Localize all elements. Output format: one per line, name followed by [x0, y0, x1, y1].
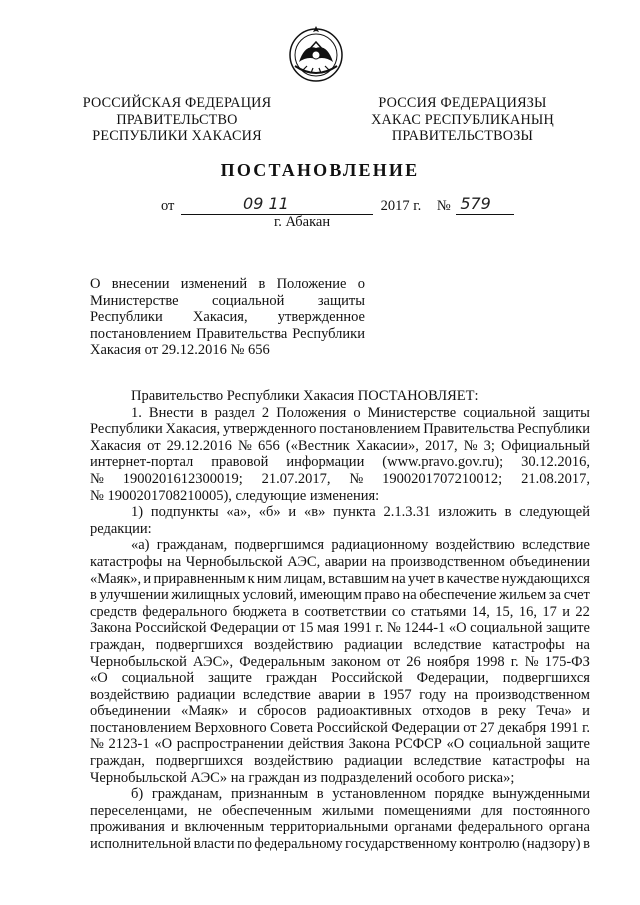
word: соответствии — [304, 603, 387, 620]
word: вставшим — [328, 570, 390, 587]
word: Хакасия, — [192, 309, 248, 326]
word: РСФСР — [394, 736, 442, 753]
word: граждан — [265, 670, 318, 687]
word: производственном — [390, 553, 505, 570]
word: 14, — [471, 603, 490, 620]
word: граждан, — [90, 753, 145, 770]
body-line — [90, 604, 590, 621]
word: радиоактивных — [316, 703, 412, 720]
word: на — [575, 753, 590, 770]
word: защиты — [542, 404, 590, 421]
header-left-line: ПРАВИТЕЛЬСТВО — [116, 111, 238, 128]
word: 1. — [131, 404, 142, 421]
word: Федеральным — [239, 653, 326, 670]
header-right-line: РОССИЯ ФЕДЕРАЦИЯЗЫ — [378, 95, 547, 111]
date-field — [181, 194, 373, 215]
header-left-line: РЕСПУБЛИКИ ХАКАСИЯ — [92, 128, 262, 144]
word: нуждающихся — [501, 570, 590, 587]
word: о — [357, 276, 365, 292]
word: Республики — [517, 421, 590, 438]
word: аварии — [318, 686, 361, 703]
subject-line — [90, 326, 365, 343]
word: «О — [154, 736, 173, 753]
date-number-line — [161, 194, 514, 215]
word: на — [391, 570, 406, 587]
word: «О — [446, 736, 465, 753]
word: 2123-1 — [108, 736, 150, 753]
word: внесении — [111, 276, 170, 292]
word: обеспеченным — [222, 802, 312, 819]
word: «б» — [258, 504, 281, 521]
word: № — [524, 653, 539, 670]
word: постановлением — [319, 421, 421, 438]
body-line: Чернобыльской АЭС» на граждан из подразделений особого риска»; — [90, 769, 515, 786]
subject-line — [90, 293, 365, 310]
word: б) — [131, 786, 144, 803]
word: 17 — [542, 603, 557, 620]
word: на — [575, 636, 590, 653]
document-body — [90, 388, 590, 853]
word: правовой — [211, 454, 269, 471]
word: в — [292, 603, 300, 620]
word: Министерстве — [90, 292, 179, 309]
word: граждан, — [90, 636, 145, 653]
word: Российской — [316, 719, 388, 736]
word: 2.1.3.31 — [383, 504, 431, 521]
word: гражданам, — [151, 786, 223, 803]
word: 30.12.2016, — [521, 454, 590, 471]
number-field — [456, 194, 514, 215]
word: о — [353, 404, 361, 421]
word: Федерации — [210, 620, 279, 637]
word: 1998 — [475, 653, 505, 670]
word: в — [437, 570, 445, 587]
word: признанным — [230, 786, 309, 803]
word: действия — [288, 736, 344, 753]
word: в — [200, 404, 208, 421]
word: улучшении — [99, 587, 169, 604]
word: приравненным — [153, 570, 246, 587]
body-line — [90, 504, 590, 521]
word: пункта — [333, 504, 376, 521]
word: федерального — [142, 603, 228, 620]
word: Министерстве — [367, 404, 457, 421]
document-subject — [90, 276, 365, 359]
word: АЭС, — [287, 553, 321, 570]
word: в — [504, 504, 512, 521]
word: г. — [375, 620, 384, 637]
word: обеспечение — [419, 587, 497, 604]
word: государственному — [345, 836, 457, 853]
word: реку — [498, 703, 527, 720]
word: (www.pravo.gov.ru); — [382, 454, 504, 471]
word: жильем — [499, 587, 547, 604]
word: Чернобыльской — [185, 553, 283, 570]
word: защите — [546, 736, 590, 753]
word: не — [197, 802, 212, 819]
header-right-block — [355, 95, 570, 145]
word: федерального — [458, 819, 543, 836]
word: вследствие — [522, 537, 590, 554]
word: 1) — [131, 504, 144, 521]
word: учет — [407, 570, 436, 587]
word: воздействию — [435, 537, 515, 554]
body-line — [90, 703, 590, 720]
body-line: № 1900201708210005), следующие изменения: — [90, 487, 380, 504]
word: гражданам, — [156, 537, 228, 554]
word: воздействию — [253, 753, 334, 770]
word: по — [236, 836, 252, 853]
word: и — [562, 603, 570, 620]
word: на — [167, 553, 182, 570]
word: контролю — [459, 836, 520, 853]
word: Хакасии», — [355, 437, 419, 454]
word: распространении — [176, 736, 284, 753]
word: «а) — [131, 537, 150, 554]
word: «О — [90, 670, 108, 687]
word: переселенцами, — [90, 802, 188, 819]
word: Совета — [270, 719, 314, 736]
word: Положение — [276, 276, 347, 292]
word: условий, — [242, 587, 297, 604]
word: Республики — [90, 421, 163, 438]
word: от — [282, 620, 296, 637]
word: и — [582, 703, 590, 720]
word: Положения — [276, 404, 347, 421]
word: социальной — [468, 736, 542, 753]
subject-line — [90, 276, 365, 293]
word: Российской — [135, 620, 207, 637]
word: качестве — [446, 570, 500, 587]
header-left-line: РОССИЙСКАЯ ФЕДЕРАЦИЯ — [82, 95, 272, 111]
word: изменений — [180, 276, 248, 292]
word: году — [419, 686, 447, 703]
word: подвергшимся — [234, 537, 325, 554]
word: в — [481, 703, 488, 720]
word: для — [481, 802, 503, 819]
body-line — [90, 554, 590, 571]
word: имеющим — [299, 587, 362, 604]
word: Федерации, — [416, 670, 489, 687]
word: Теча» — [536, 703, 572, 720]
word: на — [402, 587, 417, 604]
word: вследствие — [413, 753, 482, 770]
subject-line — [90, 309, 365, 326]
word: постановлением — [90, 719, 192, 736]
body-line — [90, 637, 590, 654]
word: 21.08.2017, — [521, 470, 590, 487]
body-line — [90, 438, 590, 455]
word: радиационному — [331, 537, 429, 554]
word: 3; — [483, 437, 495, 454]
word: вследствие — [242, 686, 311, 703]
city-label: г. Абакан — [274, 214, 331, 230]
coat-of-arms-emblem — [285, 22, 347, 84]
word: изложить — [438, 504, 497, 521]
word: мая — [317, 620, 340, 637]
word: в — [316, 786, 324, 803]
word: 22 — [575, 603, 590, 620]
body-line — [90, 786, 590, 803]
word: № — [386, 620, 401, 637]
word: радиации — [344, 753, 403, 770]
word: 21.07.2017, — [261, 470, 331, 487]
word: сбросов — [257, 703, 307, 720]
word: 656 — [257, 437, 280, 454]
word: Правительства — [423, 421, 515, 438]
word: раздел — [214, 404, 255, 421]
word: на — [371, 553, 386, 570]
body-line — [90, 571, 590, 588]
word: установленном — [332, 786, 426, 803]
body-line — [90, 537, 590, 554]
word: законом — [331, 653, 381, 670]
date-prefix: от — [161, 198, 175, 214]
header-right-line: ХАКАС РЕСПУБЛИКАНЫҢ — [371, 111, 554, 128]
word: в — [583, 836, 590, 853]
word: «в» — [303, 504, 326, 521]
word: Официальный — [501, 437, 590, 454]
number-handwritten: 579 — [460, 194, 491, 213]
word: защиты — [317, 292, 365, 309]
word: защите — [546, 620, 590, 637]
word: декабря — [497, 719, 547, 736]
body-line — [90, 803, 590, 820]
word: О — [90, 276, 101, 292]
word: утвержденного — [222, 421, 317, 438]
word: включенным — [184, 819, 265, 836]
word: Федерации — [391, 719, 460, 736]
word: «О — [448, 620, 467, 637]
word: власти — [193, 836, 235, 853]
word: от — [463, 719, 477, 736]
word: «а», — [226, 504, 251, 521]
word: подвергшихся — [502, 670, 590, 687]
word: № — [463, 437, 478, 454]
word: жилищных — [171, 587, 241, 604]
body-line — [90, 836, 590, 853]
word: № — [90, 736, 104, 753]
word: к — [247, 570, 255, 587]
word: за — [548, 587, 562, 604]
word: от — [147, 437, 161, 454]
body-line — [90, 687, 590, 704]
word: средств — [90, 603, 137, 620]
word: аварии — [324, 553, 368, 570]
word: Внести — [148, 404, 194, 421]
body-line — [90, 405, 590, 422]
word: воздействию — [90, 686, 170, 703]
body-line — [90, 421, 590, 438]
word: Российской — [331, 670, 403, 687]
word: в — [368, 686, 376, 703]
word: 16, — [518, 603, 537, 620]
word: в — [90, 587, 97, 604]
date-year: 2017 г. — [380, 198, 422, 214]
word: подвергшихся — [155, 753, 244, 770]
word: 1957 — [382, 686, 412, 703]
word: Правительства — [196, 325, 288, 342]
word: Республики — [292, 325, 365, 342]
word: «Маяк» — [181, 703, 229, 720]
word: органами — [394, 819, 453, 836]
word: 26 — [406, 653, 421, 670]
word: проживания — [90, 819, 165, 836]
word: радиации — [344, 636, 403, 653]
word: и — [288, 504, 297, 521]
body-line — [90, 819, 590, 836]
word: 2017, — [424, 437, 458, 454]
word: постановлением — [90, 325, 192, 342]
word: право — [364, 587, 400, 604]
body-line: редакции: — [90, 520, 152, 537]
word: объединении — [90, 703, 171, 720]
word: лицам, — [283, 570, 326, 587]
word: защите — [208, 670, 252, 687]
word: 1244-1 — [404, 620, 446, 637]
body-line — [90, 720, 590, 737]
body-line — [90, 471, 590, 488]
word: Верховного — [194, 719, 267, 736]
word: интернет-портал — [90, 454, 194, 471]
word: в — [258, 276, 266, 292]
word: федеральному — [254, 836, 343, 853]
word: постоянного — [512, 802, 590, 819]
word: Республики — [90, 309, 163, 326]
word: отходов — [422, 703, 471, 720]
word: органа — [548, 819, 590, 836]
word: производственном — [475, 686, 590, 703]
word: («Вестник — [285, 437, 350, 454]
word: Закона — [90, 620, 132, 637]
word: ним — [256, 570, 282, 587]
word: воздействию — [253, 636, 334, 653]
word: и — [143, 570, 152, 587]
word: 1991 — [342, 620, 372, 637]
word: радиации — [176, 686, 236, 703]
number-sign: № — [436, 198, 451, 214]
word: от — [386, 653, 401, 670]
word: 15 — [299, 620, 314, 637]
word: № — [349, 470, 364, 487]
word: бюджета — [232, 603, 287, 620]
word: 1900201612300019; — [122, 470, 243, 487]
header-right-line: ПРАВИТЕЛЬСТВОЗЫ — [391, 128, 534, 144]
date-handwritten: 09 11 — [243, 194, 289, 213]
word: счет — [563, 587, 590, 604]
word: (надзору) — [522, 836, 581, 853]
word: следующей — [519, 504, 590, 521]
word: катастрофы — [492, 636, 565, 653]
word: и — [238, 703, 247, 720]
document-title: ПОСТАНОВЛЕНИЕ — [220, 160, 420, 180]
word: порядке — [434, 786, 484, 803]
word: на — [453, 686, 469, 703]
word: Чернобыльской — [90, 653, 187, 670]
body-line — [90, 736, 590, 753]
body-line — [90, 454, 590, 471]
word: Хакасия — [90, 437, 142, 454]
word: помещениями — [383, 802, 472, 819]
subject-line: Хакасия от 29.12.2016 № 656 — [90, 342, 270, 359]
word: вследствие — [413, 636, 482, 653]
word: 27 — [480, 719, 495, 736]
word: Хакасия, — [165, 421, 221, 438]
word: 29.12.2016 — [166, 437, 232, 454]
word: подпункты — [150, 504, 219, 521]
word: жилыми — [322, 802, 374, 819]
word: объединении — [509, 553, 590, 570]
word: информации — [286, 454, 365, 471]
body-line — [90, 587, 590, 604]
word: статьями — [410, 603, 467, 620]
word: подвергшихся — [155, 636, 244, 653]
word: г. — [510, 653, 519, 670]
word: ноября — [426, 653, 470, 670]
word: 2 — [261, 404, 270, 421]
word: № — [238, 437, 252, 454]
word: территориальными — [269, 819, 389, 836]
word: социальной — [121, 670, 195, 687]
word: и — [170, 819, 179, 836]
word: социальной — [470, 620, 543, 637]
word: катастрофы — [492, 753, 565, 770]
word: 15, — [495, 603, 514, 620]
word: социальной — [212, 292, 285, 309]
word: Закона — [348, 736, 391, 753]
word: утвержденное — [277, 309, 365, 326]
word: 1900201707210012; — [382, 470, 503, 487]
word: социальной — [463, 404, 536, 421]
word: № — [90, 470, 104, 487]
word: катастрофы — [90, 553, 163, 570]
word: «Маяк», — [90, 570, 142, 587]
word: 1991 — [549, 719, 579, 736]
body-line: Правительство Республики Хакасия ПОСТАНОВЛЯЕТ: — [131, 388, 479, 404]
word: 175-ФЗ — [544, 653, 590, 670]
body-line — [90, 654, 590, 671]
word: исполнительной — [90, 836, 192, 853]
word: г. — [582, 719, 590, 736]
word: со — [391, 603, 406, 620]
body-line — [90, 753, 590, 770]
body-line — [90, 620, 590, 637]
word: вынужденными — [492, 786, 590, 803]
word: АЭС», — [192, 653, 234, 670]
header-left-block — [72, 95, 282, 145]
body-line — [90, 670, 590, 687]
